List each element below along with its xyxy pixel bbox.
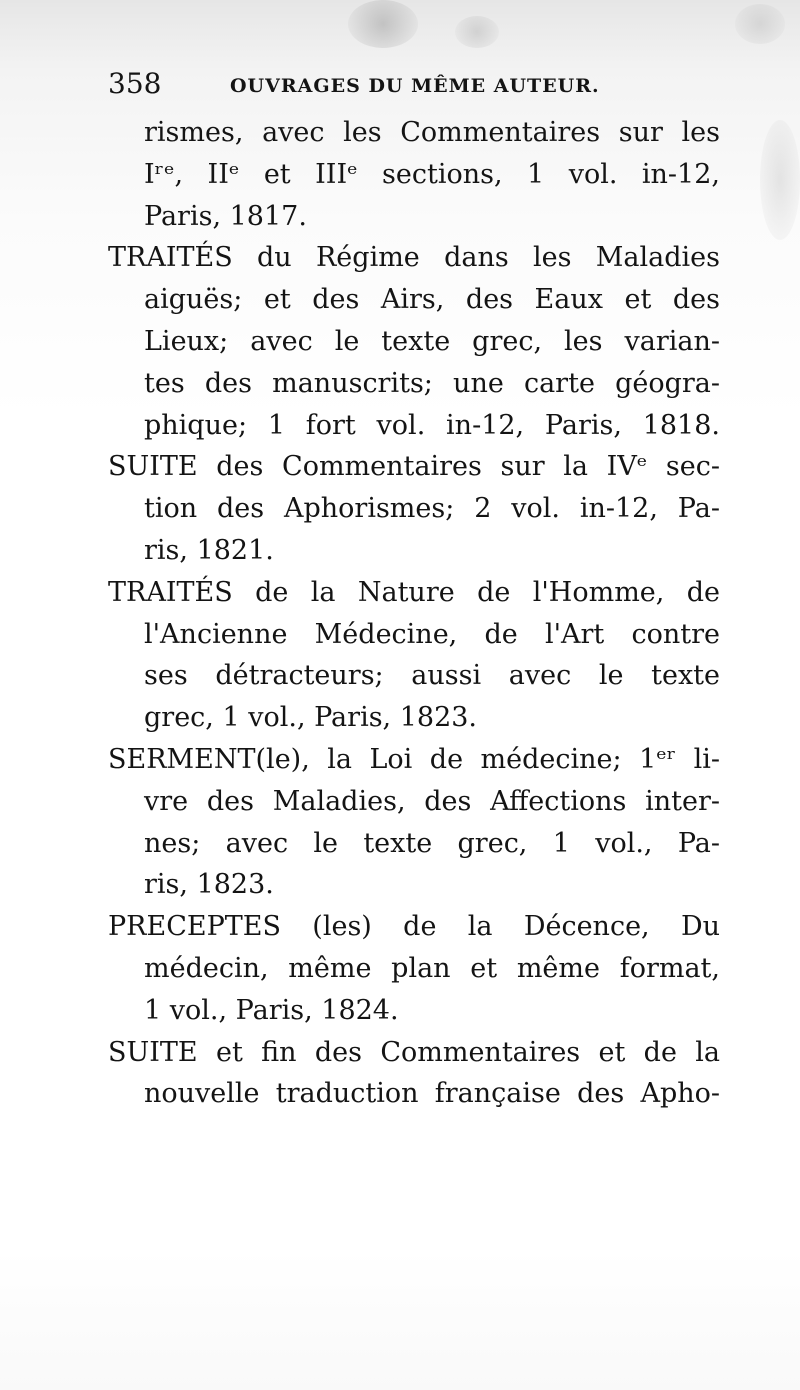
text-line: nouvelle traduction française des Apho-	[144, 1078, 720, 1110]
paper-stain	[760, 120, 800, 240]
entry-first-line: TRAITÉS de la Nature de l'Homme, de	[108, 576, 720, 608]
text-line: Iʳᵉ, IIᵉ et IIIᵉ sections, 1 vol. in-12,	[144, 158, 720, 190]
text-line: vre des Maladies, des Affections inter-	[144, 785, 720, 817]
entry-first-line: SUITE des Commentaires sur la IVᵉ sec-	[108, 451, 720, 483]
running-head: OUVRAGES DU MÊME AUTEUR.	[230, 75, 600, 97]
bibliography-text	[108, 112, 720, 1115]
text-line: phique; 1 fort vol. in-12, Paris, 1818.	[144, 409, 720, 441]
text-line: rismes, avec les Commentaires sur les	[144, 117, 720, 148]
text-line: médecin, même plan et même format,	[144, 952, 720, 984]
text-line: l'Ancienne Médecine, de l'Art contre	[144, 618, 720, 650]
paper-stain	[735, 4, 785, 44]
text-line: Paris, 1817.	[144, 200, 307, 232]
entry-first-line: SUITE et fin des Commentaires et de la	[108, 1036, 720, 1068]
entry-first-line: PRECEPTES (les) de la Décence, Du	[108, 911, 720, 943]
paper-stain	[455, 16, 499, 48]
page-number: 358	[108, 67, 162, 100]
text-line: 1 vol., Paris, 1824.	[144, 994, 399, 1026]
text-line: nes; avec le texte grec, 1 vol., Pa-	[144, 827, 720, 859]
text-line: aiguës; et des Airs, des Eaux et des	[144, 284, 720, 316]
text-line: tes des manuscrits; une carte géogra-	[144, 367, 720, 399]
entry-first-line: SERMENT(le), la Loi de médecine; 1ᵉʳ li-	[108, 743, 720, 775]
text-line: ris, 1823.	[144, 869, 274, 901]
text-line: Lieux; avec le texte grec, les varian-	[144, 325, 720, 357]
page-header	[108, 64, 628, 104]
paper-stain	[348, 0, 418, 48]
entry-first-line: TRAITÉS du Régime dans les Maladies	[108, 242, 720, 274]
text-line: tion des Aphorismes; 2 vol. in-12, Pa-	[144, 493, 720, 525]
text-line: ses détracteurs; aussi avec le texte	[144, 660, 720, 692]
text-line: grec, 1 vol., Paris, 1823.	[144, 702, 478, 734]
text-line: ris, 1821.	[144, 534, 274, 566]
